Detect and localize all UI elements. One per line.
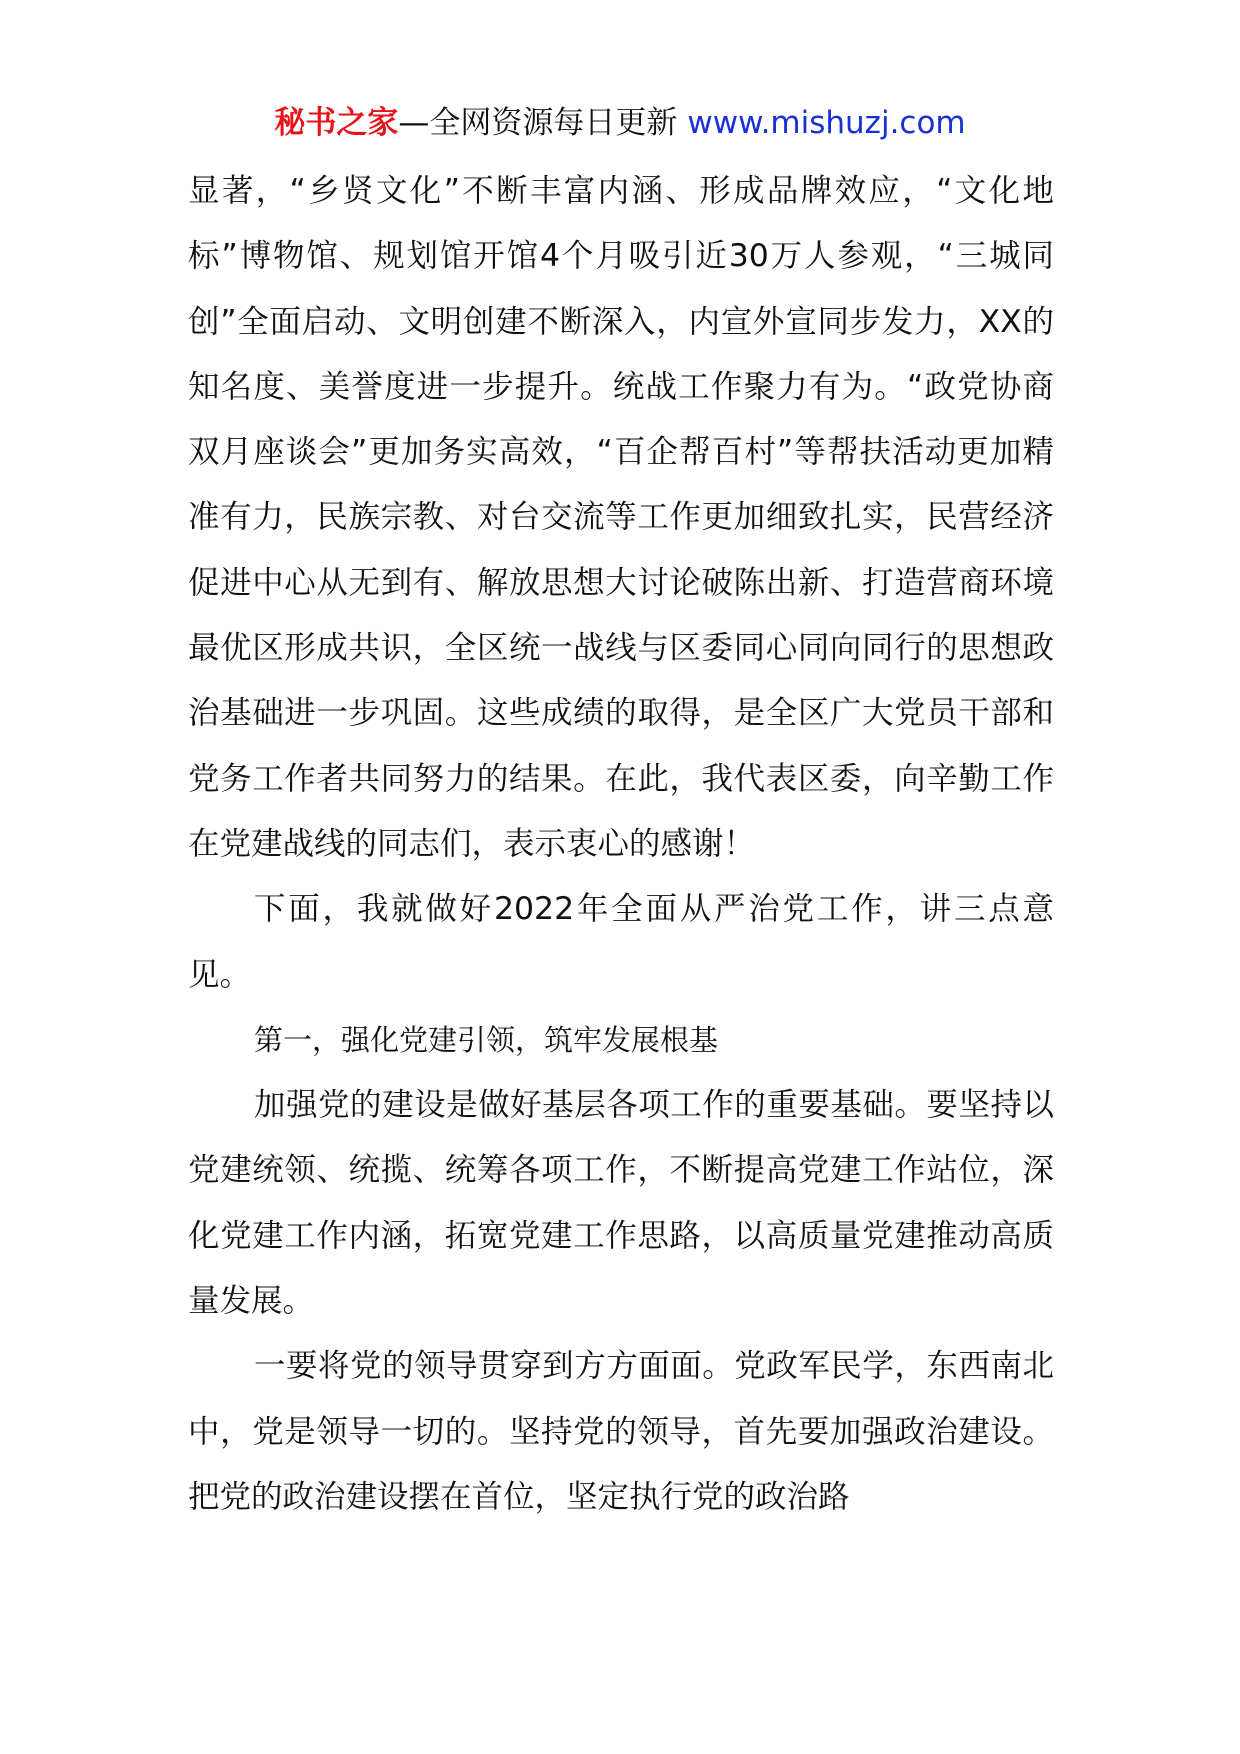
document-body xyxy=(188,159,1054,1530)
site-header xyxy=(0,100,1240,146)
paragraph-continued: 显著，“乡贤文化”不断丰富内涵、形成品牌效应，“文化地标”博物馆、规划馆开馆4个月吸引近30万人参观，“三城同创”全面启动、文明创建不断深入，内宣外宣同步发力，XX的知名度、美誉度进一步提升。统战工作聚力有为。“政党协商双月座谈会”更加务实高效，“百企帮百村”等帮扶活动更加精准有力，民族宗教、对台交流等工作更加细致扎实，民营经济促进中心从无到有、解放思想大讨论破陈出新、打造营商环境最优区形成共识，全区统一战线与区委同心同向同行的思想政治基础进一步巩固。这些成绩的取得，是全区广大党员干部和党务工作者共同努力的结果。在此，我代表区委，向辛勤工作在党建战线的同志们，表示衷心的感谢！ xyxy=(188,173,1054,862)
site-tagline: —全网资源每日更新 xyxy=(398,105,678,141)
paragraph-section-body: 加强党的建设是做好基层各项工作的重要基础。要坚持以党建统领、统揽、统筹各项工作，不断提高党建工作站位，深化党建工作内涵，拓宽党建工作思路，以高质量党建推动高质量发展。 xyxy=(188,1087,1054,1320)
section-heading: 第一，强化党建引领，筑牢发展根基 xyxy=(254,1022,719,1057)
paragraph-point-one: 一要将党的领导贯穿到方方面面。党政军民学，东西南北中，党是领导一切的。坚持党的领导，首先要加强政治建设。把党的政治建设摆在首位，坚定执行党的政治路 xyxy=(188,1348,1054,1515)
paragraph-intro: 下面，我就做好2022年全面从严治党工作，讲三点意见。 xyxy=(188,891,1054,993)
site-brand: 秘书之家 xyxy=(274,105,399,141)
site-url-link[interactable]: www.mishuzj.com xyxy=(687,105,966,141)
